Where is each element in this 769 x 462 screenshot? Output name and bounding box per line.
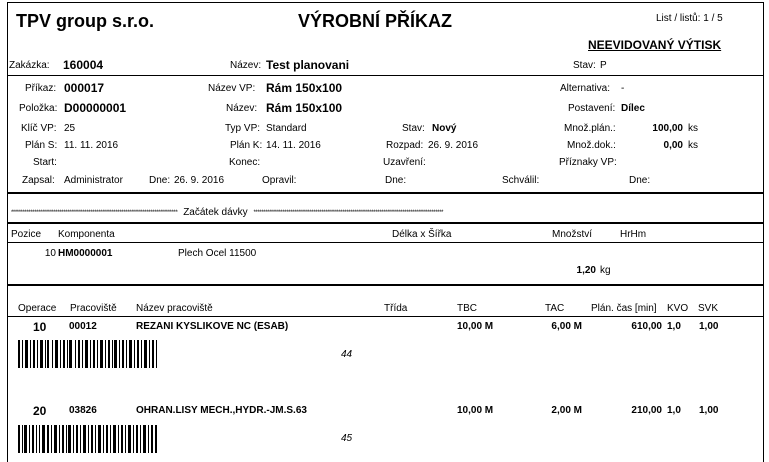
vp-status-value: Nový (432, 123, 457, 134)
op1-svk: 1,00 (699, 321, 719, 332)
stars-right: ************************************************************************************************** (253, 210, 444, 216)
col-nazev-pracoviste: Název pracoviště (136, 303, 213, 314)
op1-nazev: REZANI KYSLIKOVE NC (ESAB) (136, 321, 289, 332)
col-hrhm: HrHm (620, 229, 647, 240)
klic-label: Klíč VP: (21, 123, 57, 134)
order-status-label: Stav: (573, 60, 596, 71)
start-label: Start: (33, 157, 57, 168)
document-title: VÝROBNÍ PŘÍKAZ (298, 11, 453, 31)
zapsal-value: Administrator (64, 175, 123, 186)
col-plan-cas: Plán. čas [min] (591, 303, 657, 314)
item-pozice: 10 (44, 248, 56, 259)
col-tac: TAC (545, 303, 565, 314)
op1-barcode (18, 340, 158, 368)
op2-nazev: OHRAN.LISY MECH.,HYDR.-JM.S.63 (136, 405, 307, 416)
mnoz-dok-label: Množ.dok.: (567, 140, 616, 151)
col-pracoviste: Pracoviště (70, 303, 117, 314)
op2-pracoviste: 03826 (69, 405, 97, 416)
typ-vp-label: Typ VP: (225, 123, 261, 134)
konec-label: Konec: (229, 157, 261, 168)
col-trida: Třída (384, 303, 408, 314)
op2-kvo: 1,0 (667, 405, 681, 416)
mnoz-plan-unit: ks (688, 123, 698, 134)
divider (8, 316, 763, 317)
nazev-vp-value: Rám 150x100 (266, 81, 343, 95)
op2-svk: 1,00 (699, 405, 719, 416)
polozka-value: D00000001 (64, 101, 127, 115)
op2-tbc: 10,00 M (457, 405, 494, 416)
klic-value: 25 (64, 123, 76, 134)
plan-s-label: Plán S: (25, 140, 58, 151)
mnoz-dok-unit: ks (688, 140, 698, 151)
stars-left: ************************************************************************************** (11, 210, 178, 216)
item-mnozstvi: 1,20 (576, 265, 596, 276)
alternativa-value: - (621, 83, 625, 94)
dne1-value: 26. 9. 2016 (174, 175, 225, 186)
op2-barcode (18, 425, 158, 453)
nazev-vp-label: Název VP: (208, 83, 256, 94)
uzavreni-label: Uzavření: (383, 157, 426, 168)
col-komponenta: Komponenta (58, 229, 115, 240)
divider (8, 75, 763, 76)
postaveni-value: Dílec (621, 103, 645, 114)
order-name-value: Test planovani (266, 58, 350, 72)
divider (8, 192, 763, 194)
mnoz-plan-value: 100,00 (652, 123, 683, 134)
prikaz-value: 000017 (64, 81, 105, 95)
alternativa-label: Alternativa: (560, 83, 611, 94)
polozka-label: Položka: (19, 103, 58, 114)
nazev2-value: Rám 150x100 (266, 101, 343, 115)
op1-code: 44 (341, 349, 353, 360)
op1-kvo: 1,0 (667, 321, 681, 332)
rozpad-value: 26. 9. 2016 (428, 140, 479, 151)
col-kvo: KVO (667, 303, 689, 314)
zapsal-label: Zapsal: (22, 175, 55, 186)
op2-code: 45 (341, 433, 353, 444)
col-svk: SVK (698, 303, 719, 314)
nazev2-label: Název: (226, 103, 258, 114)
copy-note: NEEVIDOVANÝ VÝTISK (588, 38, 722, 52)
op1-pracoviste: 00012 (69, 321, 97, 332)
col-pozice: Pozice (11, 229, 42, 240)
sheet-info: List / listů: 1 / 5 (656, 13, 723, 24)
company-name: TPV group s.r.o. (16, 11, 155, 31)
item-jednotka: kg (600, 265, 611, 276)
opravil-label: Opravil: (262, 175, 297, 186)
prikaz-label: Příkaz: (25, 83, 57, 94)
col-delka-sirka: Délka x Šířka (392, 229, 452, 240)
zakazka-value: 160004 (63, 58, 104, 72)
item-popis: Plech Ocel 11500 (178, 248, 257, 259)
mnoz-plan-label: Množ.plán.: (564, 123, 616, 134)
op2-tac: 2,00 M (551, 405, 582, 416)
mnoz-dok-value: 0,00 (663, 140, 683, 151)
divider (8, 242, 763, 243)
zakazka-label: Zakázka: (9, 60, 50, 71)
plan-s-value: 11. 11. 2016 (64, 140, 119, 151)
op2-plan-cas: 210,00 (631, 405, 662, 416)
dne1-label: Dne: (149, 175, 171, 186)
vp-status-label: Stav: (402, 123, 425, 134)
col-mnozstvi: Množství (552, 229, 593, 240)
typ-vp-value: Standard (266, 123, 307, 134)
plan-k-label: Plán K: (230, 140, 263, 151)
op2-operace: 20 (33, 404, 47, 418)
divider (8, 284, 763, 286)
dne2-label: Dne: (385, 175, 407, 186)
op1-tbc: 10,00 M (457, 321, 494, 332)
op1-tac: 6,00 M (551, 321, 582, 332)
item-komponenta: HM0000001 (58, 248, 113, 259)
schvalil-label: Schválil: (502, 175, 540, 186)
order-name-label: Název: (230, 60, 262, 71)
order-status-value: P (600, 60, 607, 71)
col-operace: Operace (18, 303, 57, 314)
op1-plan-cas: 610,00 (631, 321, 662, 332)
op1-operace: 10 (33, 320, 47, 334)
col-tbc: TBC (457, 303, 477, 314)
postaveni-label: Postavení: (568, 103, 616, 114)
batch-start-title: Začátek dávky (183, 207, 248, 218)
rozpad-label: Rozpad: (386, 140, 424, 151)
dne3-label: Dne: (629, 175, 651, 186)
plan-k-value: 14. 11. 2016 (266, 140, 321, 151)
production-order-sheet (7, 2, 764, 462)
priznaky-label: Příznaky VP: (559, 157, 617, 168)
divider (8, 222, 763, 224)
batch-start-line (11, 207, 759, 219)
